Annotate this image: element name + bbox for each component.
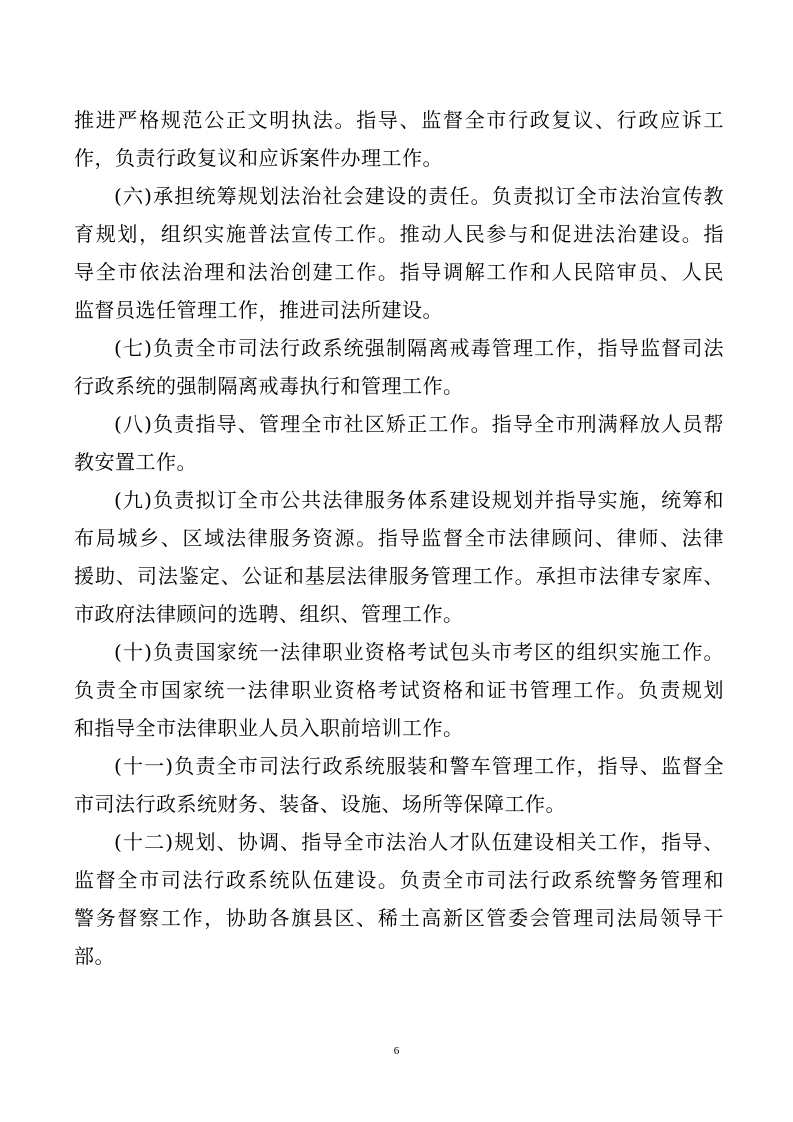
text-line: 监督全市司法行政系统队伍建设。负责全市司法行政系统警务管理和	[74, 868, 724, 892]
text-line: 作，负责行政复议和应诉案件办理工作。	[74, 146, 443, 170]
paragraph-6-line: (六)承担统筹规划法治社会建设的责任。负责拟订全市法治宣传教	[114, 184, 724, 208]
paragraph-10-line: (十)负责国家统一法律职业资格考试包头市考区的组织实施工作。	[114, 640, 724, 664]
text-line: 市司法行政系统财务、装备、设施、场所等保障工作。	[74, 792, 566, 816]
text-line: 负责全市国家统一法律职业资格考试资格和证书管理工作。负责规划	[74, 678, 724, 702]
text-line: 警务督察工作，协助各旗县区、稀土高新区管委会管理司法局领导干	[74, 906, 724, 930]
paragraph-9-line: (九)负责拟订全市公共法律服务体系建设规划并指导实施，统筹和	[114, 488, 724, 512]
text-line: 援助、司法鉴定、公证和基层法律服务管理工作。承担市法律专家库、	[74, 564, 724, 588]
text-line: 部。	[74, 944, 115, 968]
text-line: 推进严格规范公正文明执法。指导、监督全市行政复议、行政应诉工	[74, 108, 724, 132]
text-line: 育规划，组织实施普法宣传工作。推动人民参与和促进法治建设。指	[74, 222, 724, 246]
text-line: 布局城乡、区域法律服务资源。指导监督全市法律顾问、律师、法律	[74, 526, 724, 550]
text-line: 导全市依法治理和法治创建工作。指导调解工作和人民陪审员、人民	[74, 260, 724, 284]
text-line: 市政府法律顾问的选聘、组织、管理工作。	[74, 602, 464, 626]
paragraph-8-line: (八)负责指导、管理全市社区矫正工作。指导全市刑满释放人员帮	[114, 412, 724, 436]
page-number: 6	[393, 1045, 400, 1057]
paragraph-7-line: (七)负责全市司法行政系统强制隔离戒毒管理工作，指导监督司法	[114, 336, 724, 360]
text-line: 行政系统的强制隔离戒毒执行和管理工作。	[74, 374, 464, 398]
paragraph-12-line: (十二)规划、协调、指导全市法治人才队伍建设相关工作，指导、	[114, 830, 724, 854]
text-line: 监督员选任管理工作，推进司法所建设。	[74, 298, 443, 322]
text-line: 和指导全市法律职业人员入职前培训工作。	[74, 716, 464, 740]
body-text	[74, 101, 724, 975]
paragraph-11-line: (十一)负责全市司法行政系统服装和警车管理工作，指导、监督全	[114, 754, 724, 778]
text-line: 教安置工作。	[74, 450, 197, 474]
